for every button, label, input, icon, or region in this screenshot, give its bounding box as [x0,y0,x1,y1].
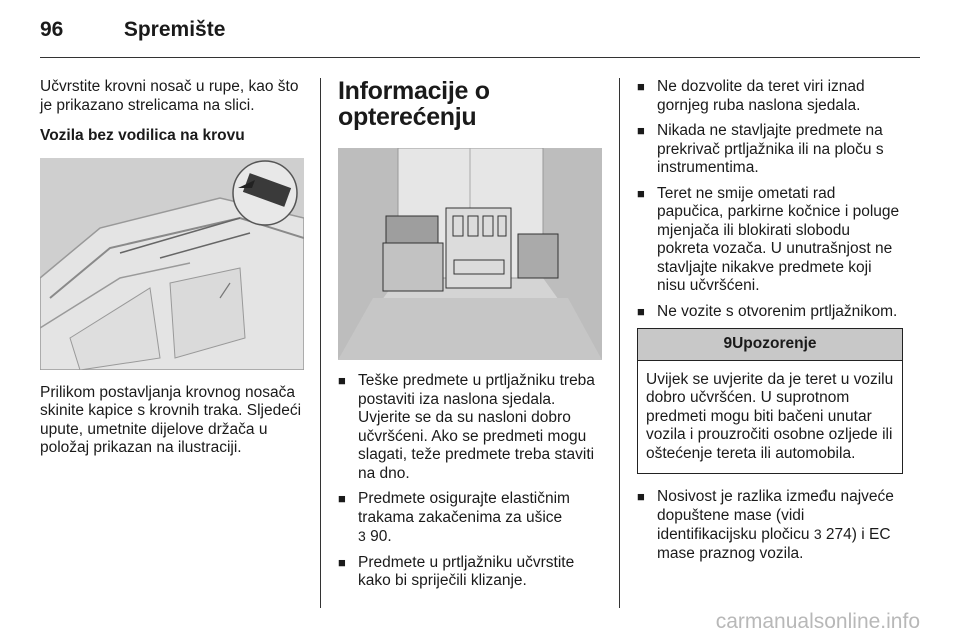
column-1 [40,78,308,470]
bullet-icon: ■ [637,185,645,201]
page-reference-icon: 3 [358,528,366,544]
list-item: ■ Predmete u prtljažniku učvrstite kako bi spriječili klizanje. [338,553,575,589]
column-2 [338,78,604,598]
bullet-icon: ■ [637,489,645,504]
bullet-icon: ■ [637,303,645,319]
bullet-icon: ■ [338,491,346,506]
page-title: Spremište [123,18,226,41]
list-item: ■ Nosivost je razlika između najveće dopuštene mase (vidi identifikacijsku pločicu 3 274) i EC mase praznog vozila. [637,488,894,562]
page-reference[interactable]: 90. [370,528,392,545]
list-item: ■ Predmete osigurajte elastičnim trakama zakačenima za ušice 3 90. [338,490,570,545]
list-item: ■ Ne vozite s otvorenim prtljažnikom. [637,302,898,320]
cargo-load-illustration [338,148,602,360]
roof-rack-illustration [40,158,304,370]
warning-icon: 9 [723,335,733,352]
bullet-icon: ■ [637,79,645,94]
page-number: 96 [40,18,64,41]
header-rule [40,57,920,58]
subheading: Vozila bez vodilica na krovu [40,127,245,144]
list-item: ■ Nikada ne stavljajte predmete na prekrivač prtljažnika ili na ploču s instrumentima. [637,122,884,176]
list-item: ■ Teške predmete u prtljažniku treba postaviti iza naslona sjedala. Uvjerite se da su nasloni dobro učvršćeni. Ako se predmeti mogu slagati, teže predmete treba staviti na dno. [338,372,595,482]
column-divider-1 [320,78,321,608]
bullet-icon: ■ [338,373,346,388]
bullet-icon: ■ [338,554,346,570]
bullet-icon: ■ [637,123,645,138]
warning-title: Upozorenje [732,335,817,352]
list-item: ■ Teret ne smije ometati rad papučica, parkirne kočnice i poluge mjenjača ili blokirati slobodu pokreta vozača. U unutrašnjost ne stavljajte nikakve predmete koji nisu učvršćeni. [637,184,900,294]
capacity-bullet-list [637,488,903,563]
warning-text: Uvijek se uvjerite da je teret u vozilu dobro učvršćen. U suprotnom predmeti mogu biti bačeni unutar vozila i prouzročiti osobne ozljede ili oštećenje tereta ili automobila. [646,370,894,462]
warning-box [637,328,903,474]
loading-bullet-list [338,372,604,591]
intro-paragraph: Učvrstite krovni nosač u rupe, kao što je prikazano strelicama na slici. [40,78,299,114]
section-heading: Informacije o opterećenju [338,77,490,131]
watermark: carmanualsonline.info [715,610,920,633]
page-reference-icon: 3 [813,526,822,542]
page-header [40,18,225,42]
column-divider-2 [619,78,620,608]
warning-header [638,329,902,361]
body-paragraph: Prilikom postavljanja krovnog nosača skinite kapice s krovnih traka. Sljedeći upute, umetnite dijelove držača u položaj prikazan na ilustraciji. [40,383,302,456]
column-3 [637,78,903,570]
list-item: ■ Ne dozvolite da teret viri iznad gornjeg ruba naslona sjedala. [637,78,865,114]
loading-rules-list [637,78,903,321]
page-reference: 274) i EC mase praznog vozila. [657,526,891,562]
